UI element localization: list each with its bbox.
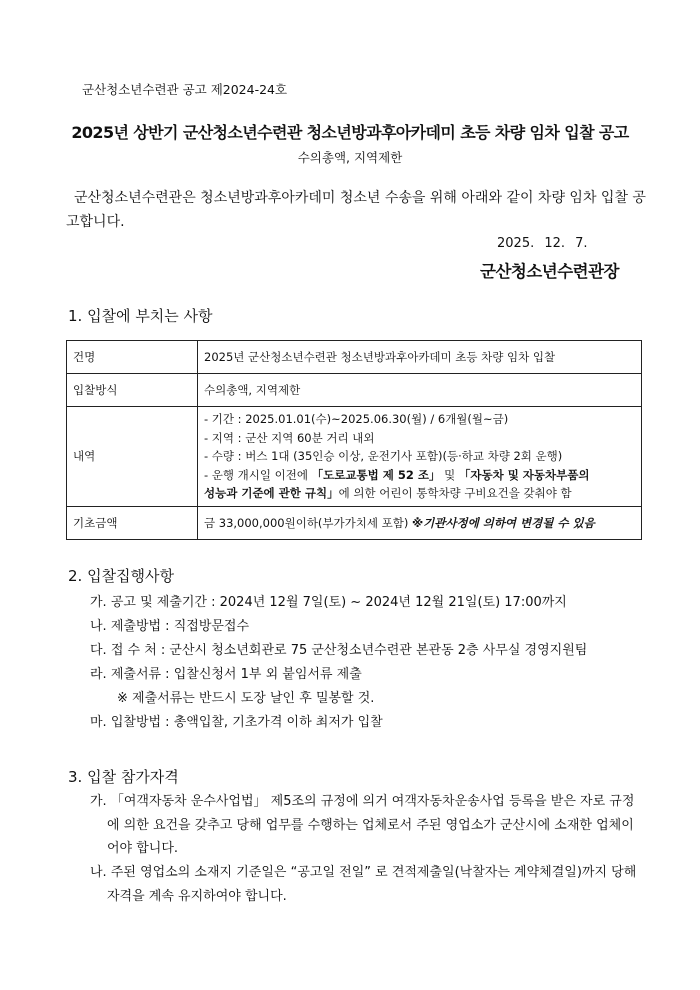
- row-value-name: 2025년 군산청소년수련관 청소년방과후아카데미 초등 차량 임차 입찰: [198, 341, 642, 374]
- detail-area: - 지역 : 군산 지역 60분 거리 내외: [204, 430, 375, 445]
- notice-number: 군산청소년수련관 공고 제2024-24호: [82, 82, 288, 97]
- requirement-text-cont: 에 의한 어린이 통학차량 구비요건을 갖춰야 함: [338, 486, 572, 500]
- row-label-price: 기초금액: [67, 506, 198, 539]
- row-value-method: 수의총액, 지역제한: [198, 374, 642, 407]
- row-label-name: 건명: [67, 341, 198, 374]
- bid-info-table: [66, 340, 642, 540]
- issuer-name: 군산청소년수련관장: [480, 262, 619, 281]
- documents-seal-note: ※ 제출서류는 반드시 도장 날인 후 밀봉할 것.: [117, 691, 375, 706]
- list-item-submission-period: 가. 공고 및 제출기간 : 2024년 12월 7일(토) ~ 2024년 12월 21일(토) 17:00까지: [90, 595, 567, 610]
- law-reference-vehicle-standards-cont: 성능과 기준에 관한 규칙」: [204, 486, 339, 500]
- law-reference-road-traffic: 「도로교통법 제 52 조」: [311, 467, 441, 482]
- detail-requirement-cont: [204, 484, 635, 503]
- table-row: [67, 374, 642, 407]
- row-label-details: 내역: [67, 407, 198, 507]
- eligibility-item-registration: [90, 790, 642, 861]
- eligibility-item-reference-date: [90, 861, 642, 908]
- announcement-date: 2025. 12. 7.: [497, 236, 588, 251]
- section-heading-bid-items: 1. 입찰에 부치는 사항: [68, 307, 213, 325]
- section-heading-bid-execution: 2. 입찰집행사항: [68, 567, 175, 585]
- row-label-method: 입찰방식: [67, 374, 198, 407]
- list-item-submission-method: 나. 제출방법 : 직접방문접수: [90, 619, 250, 634]
- detail-period: - 기간 : 2025.01.01(수)~2025.06.30(월) / 6개월(월~금): [204, 412, 509, 426]
- table-row: [67, 506, 642, 539]
- list-item-reception-place: 다. 접 수 처 : 군산시 청소년회관로 75 군산청소년수련관 본관동 2층 사무실 경영지원팀: [90, 643, 588, 658]
- intro-paragraph: 군산청소년수련관은 청소년방과후아카데미 청소년 수송을 위해 아래와 같이 차량 임차 입찰 공고합니다.: [66, 190, 646, 230]
- document-subtitle: 수의총액, 지역제한: [297, 150, 403, 165]
- law-reference-vehicle-standards: 「자동차 및 자동차부품의: [458, 467, 590, 482]
- detail-requirement: [204, 466, 635, 485]
- detail-quantity: - 수량 : 버스 1대 (35인승 이상, 운전기사 포함)(등·하교 차량 2회 운행): [204, 449, 563, 463]
- eligibility-text-reference-date: 나. 주된 영업소의 소재지 기준일은 “공고일 전일” 로 견적제출일(낙찰자는 계약체결일)까지 당해자격을 계속 유지하여야 합니다.: [90, 865, 637, 904]
- list-item-bid-method: 마. 입찰방법 : 총액입찰, 기초가격 이하 최저가 입찰: [90, 715, 383, 730]
- document-title: 2025년 상반기 군산청소년수련관 청소년방과후아카데미 초등 차량 임차 입찰 공고: [71, 123, 629, 142]
- table-row: [67, 341, 642, 374]
- list-item-documents: 라. 제출서류 : 입찰신청서 1부 외 붙임서류 제출: [90, 667, 362, 682]
- requirement-text: - 운행 개시일 이전에: [204, 467, 312, 482]
- table-row: [67, 407, 642, 507]
- base-price: 금 33,000,000원이하(부가가치세 포함): [204, 515, 412, 530]
- section-heading-eligibility: 3. 입찰 참가자격: [68, 768, 179, 786]
- row-value-price: [198, 506, 642, 539]
- eligibility-text-registration: 가. 「여객자동차 운수사업법」 제5조의 규정에 의거 여객자동차운송사업 등록을 받은 자로 규정에 의한 요건을 갖추고 당해 업무를 수행하는 업체로서 주된 영업소가 군산시에 소재한 업체이어야 합니다.: [90, 794, 635, 856]
- row-value-details: [198, 407, 642, 507]
- price-change-note: ※기관사정에 의하여 변경될 수 있음: [411, 515, 595, 530]
- requirement-conjunction: 및: [440, 467, 459, 482]
